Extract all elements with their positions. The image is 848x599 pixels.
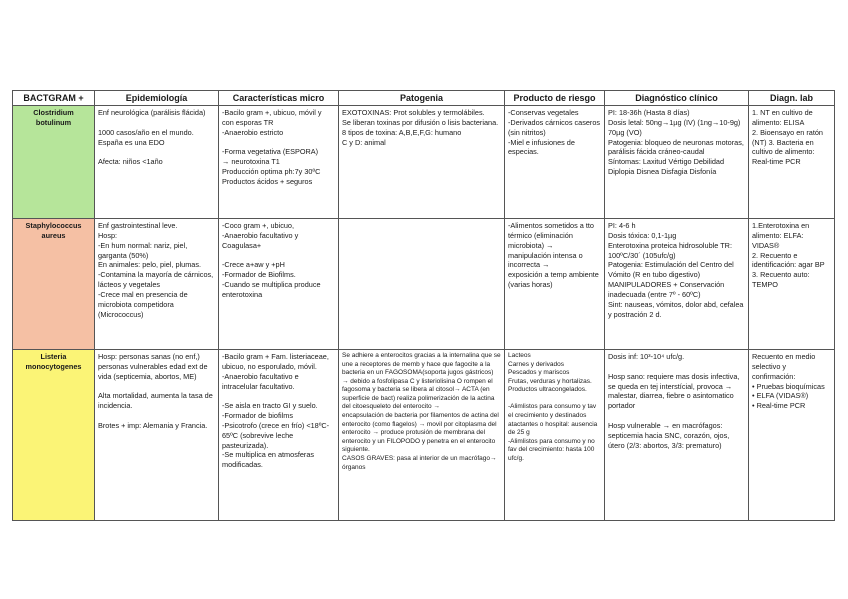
micro-cell	[219, 106, 339, 219]
micro-cell	[219, 219, 339, 350]
name-cell: Clostridium botulinum	[13, 106, 95, 219]
epidemiologia-text: Enf neurológica (parálisis flácida) 1000 casos/año en el mundo. España es una EDO Afecta: niños <1año	[98, 108, 206, 167]
header-patogenia: Patogenia	[339, 91, 505, 106]
header-micro: Características micro	[219, 91, 339, 106]
epidemiologia-cell	[95, 219, 219, 350]
row-clostridium	[13, 106, 835, 219]
patogenia-cell	[339, 350, 505, 521]
lab-cell	[749, 106, 835, 219]
header-lab: Diagn. lab	[749, 91, 835, 106]
micro-text: -Bacilo gram + Fam. listeriaceae, ubicuo, no esporulado, móvil. -Anaerobio facultativo e intracelular facultativo. -Se aisla en tracto GI y suelo. -Formador de biofilms -Psicotrofo (crece en frío) <18ºC- 65ºC (sobrevive leche pasteurizada). -Se multiplica en atmosferas modificadas.	[222, 352, 330, 470]
epidemiologia-cell	[95, 350, 219, 521]
epidemiologia-cell	[95, 106, 219, 219]
diagnostico-text: PI: 18-36h (Hasta 8 días) Dosis letal: 50ng→1µg (IV) (1ng→10-9g) 70µg (VO) Patogenia: bloqueo de neuronas motoras, parálisis fácida cráneo-caudal Síntomas: Laxitud Vértigo Debilidad Diplopia Disnea Disfagia Disfonía	[608, 108, 744, 177]
name-cell: Listeria monocytogenes	[13, 350, 95, 521]
patogenia-cell	[339, 219, 505, 350]
diagnostico-cell	[605, 350, 749, 521]
header-row	[13, 91, 835, 106]
micro-text: -Bacilo gram +, ubicuo, móvil y con esporas TR -Anaerobio estricto -Forma vegetativa (ESPORA) → neurotoxina T1 Producción optima ph:7y 30ºC Productos ácidos + seguros	[222, 108, 322, 186]
header-epidemiologia: Epidemiología	[95, 91, 219, 106]
lab-cell	[749, 219, 835, 350]
row-staphylococcus	[13, 219, 835, 350]
name-cell: Staphylococcus aureus	[13, 219, 95, 350]
producto-cell	[505, 219, 605, 350]
epidemiologia-text: Enf gastrointestinal leve. Hosp: -En hum normal: nariz, piel, garganta (50%) En animales: pelo, piel, plumas. -Contamina la mayoría de cárnicos, lácteos y vegetales -Crece mal en presencia de microbiota competidora (Micrococcus)	[98, 221, 214, 319]
patogenia-text: Se adhiere a enterocitos gracias a la internalina que se une a receptores de memb y hace que fagocite a la bacteria en un FAGOSOMA(soporta jugos gástricos) → debido a fosfolipasa C y listeriolisina O rompen el fagosoma y bacteria se libera al citosol→ ACTA (en superficie de bact) realiza polimerización de la actina del citoesqueleto del enterocito → encapsulación de bacteria por filamentos de actina del enterocito (como flagelos) → movil por citoplasma del enterocito → produce protusión de membrana del enterocito y un FILOPODO y penetra en el enterocito siguiente. CASOS GRAVES: pasa al interior de un macrófago→ órganos	[342, 352, 501, 471]
diagnostico-cell	[605, 219, 749, 350]
producto-text: Lacteos Carnes y derivados Pescados y mariscos Frutas, verduras y hortalizas. Productos ultracongelados. -Alimlistos para consumo y tav el crecimiento y destinados atactantes o hospital: ausencia de 25 g -Alimlistos para consumo y no fav del crecimiento: hasta 100 ufc/g.	[508, 352, 598, 462]
producto-cell	[505, 350, 605, 521]
producto-text: -Conservas vegetales -Derivados cárnicos caseros (sin nitritos) -Miel e infusiones de especias.	[508, 108, 601, 157]
bacteria-table	[12, 90, 835, 521]
diagnostico-text: Dosis inf: 10³-10⁴ ufc/g. Hosp sano: requiere mas dosis infectiva, se queda en tej interstícial, provoca → malestar, diarrea, fiebre o asintomatico portador Hosp vulnerable → en macrófagos: septicemia hacia SNC, corazón, ojos, útero (2/3: abortos, 3/3: prematuro)	[608, 352, 740, 450]
micro-cell	[219, 350, 339, 521]
producto-text: -Alimentos sometidos a tto térmico (eliminación microbiota) → manipulación intensa o incorrecta → exposición a temp ambiente (varias horas)	[508, 221, 599, 290]
lab-text: 1. NT en cultivo de alimento: ELISA 2. Bioensayo en ratón (NT) 3. Bacteria en cultivo de alimento: Real-time PCR	[752, 108, 823, 167]
micro-text: -Coco gram +, ubicuo, -Anaerobio facultativo y Coagulasa+ -Crece a+aw y +pH -Formador de Biofilms. -Cuando se multiplica produce enterotoxina	[222, 221, 321, 299]
diagnostico-cell	[605, 106, 749, 219]
patogenia-cell	[339, 106, 505, 219]
patogenia-text: EXOTOXINAS: Prot solubles y termolábiles. Se liberan toxinas por difusión o lisis bacteriana. 8 tipos de toxina: A,B,E,F,G: humano C y D: animal	[342, 108, 499, 147]
header-diagnostico: Diagnóstico clínico	[605, 91, 749, 106]
lab-text: Recuento en medio selectivo y confirmación: • Pruebas bioquímicas • ELFA (VIDAS®) • Real-time PCR	[752, 352, 825, 411]
header-bactgram: BACTGRAM +	[13, 91, 95, 106]
row-listeria	[13, 350, 835, 521]
epidemiologia-text: Hosp: personas sanas (no enf,) personas vulnerables edad ext de vida (septicemia, abortos, ME) Alta mortalidad, aumenta la tasa de incidencia. Brotes + imp: Alemania y Francia.	[98, 352, 213, 430]
diagnostico-text: PI: 4-6 h Dosis tóxica: 0,1-1µg Enterotoxina proteica hidrosoluble TR: 100ºC/30´ (105ufc/g) Patogenia: Estimulación del Centro del Vómito (R en tubo digestivo) MANIPULADORES + Conservación inadecuada (entre 7º - 60ºC) Sint: nauseas, vómitos, dolor abd, cefalea y postración 2 d.	[608, 221, 744, 319]
producto-cell	[505, 106, 605, 219]
header-producto: Producto de riesgo	[505, 91, 605, 106]
lab-cell	[749, 350, 835, 521]
lab-text: 1.Enterotoxina en alimento: ELFA: VIDAS® 2. Recuento e identificación: agar BP 3. Recuento auto: TEMPO	[752, 221, 825, 290]
